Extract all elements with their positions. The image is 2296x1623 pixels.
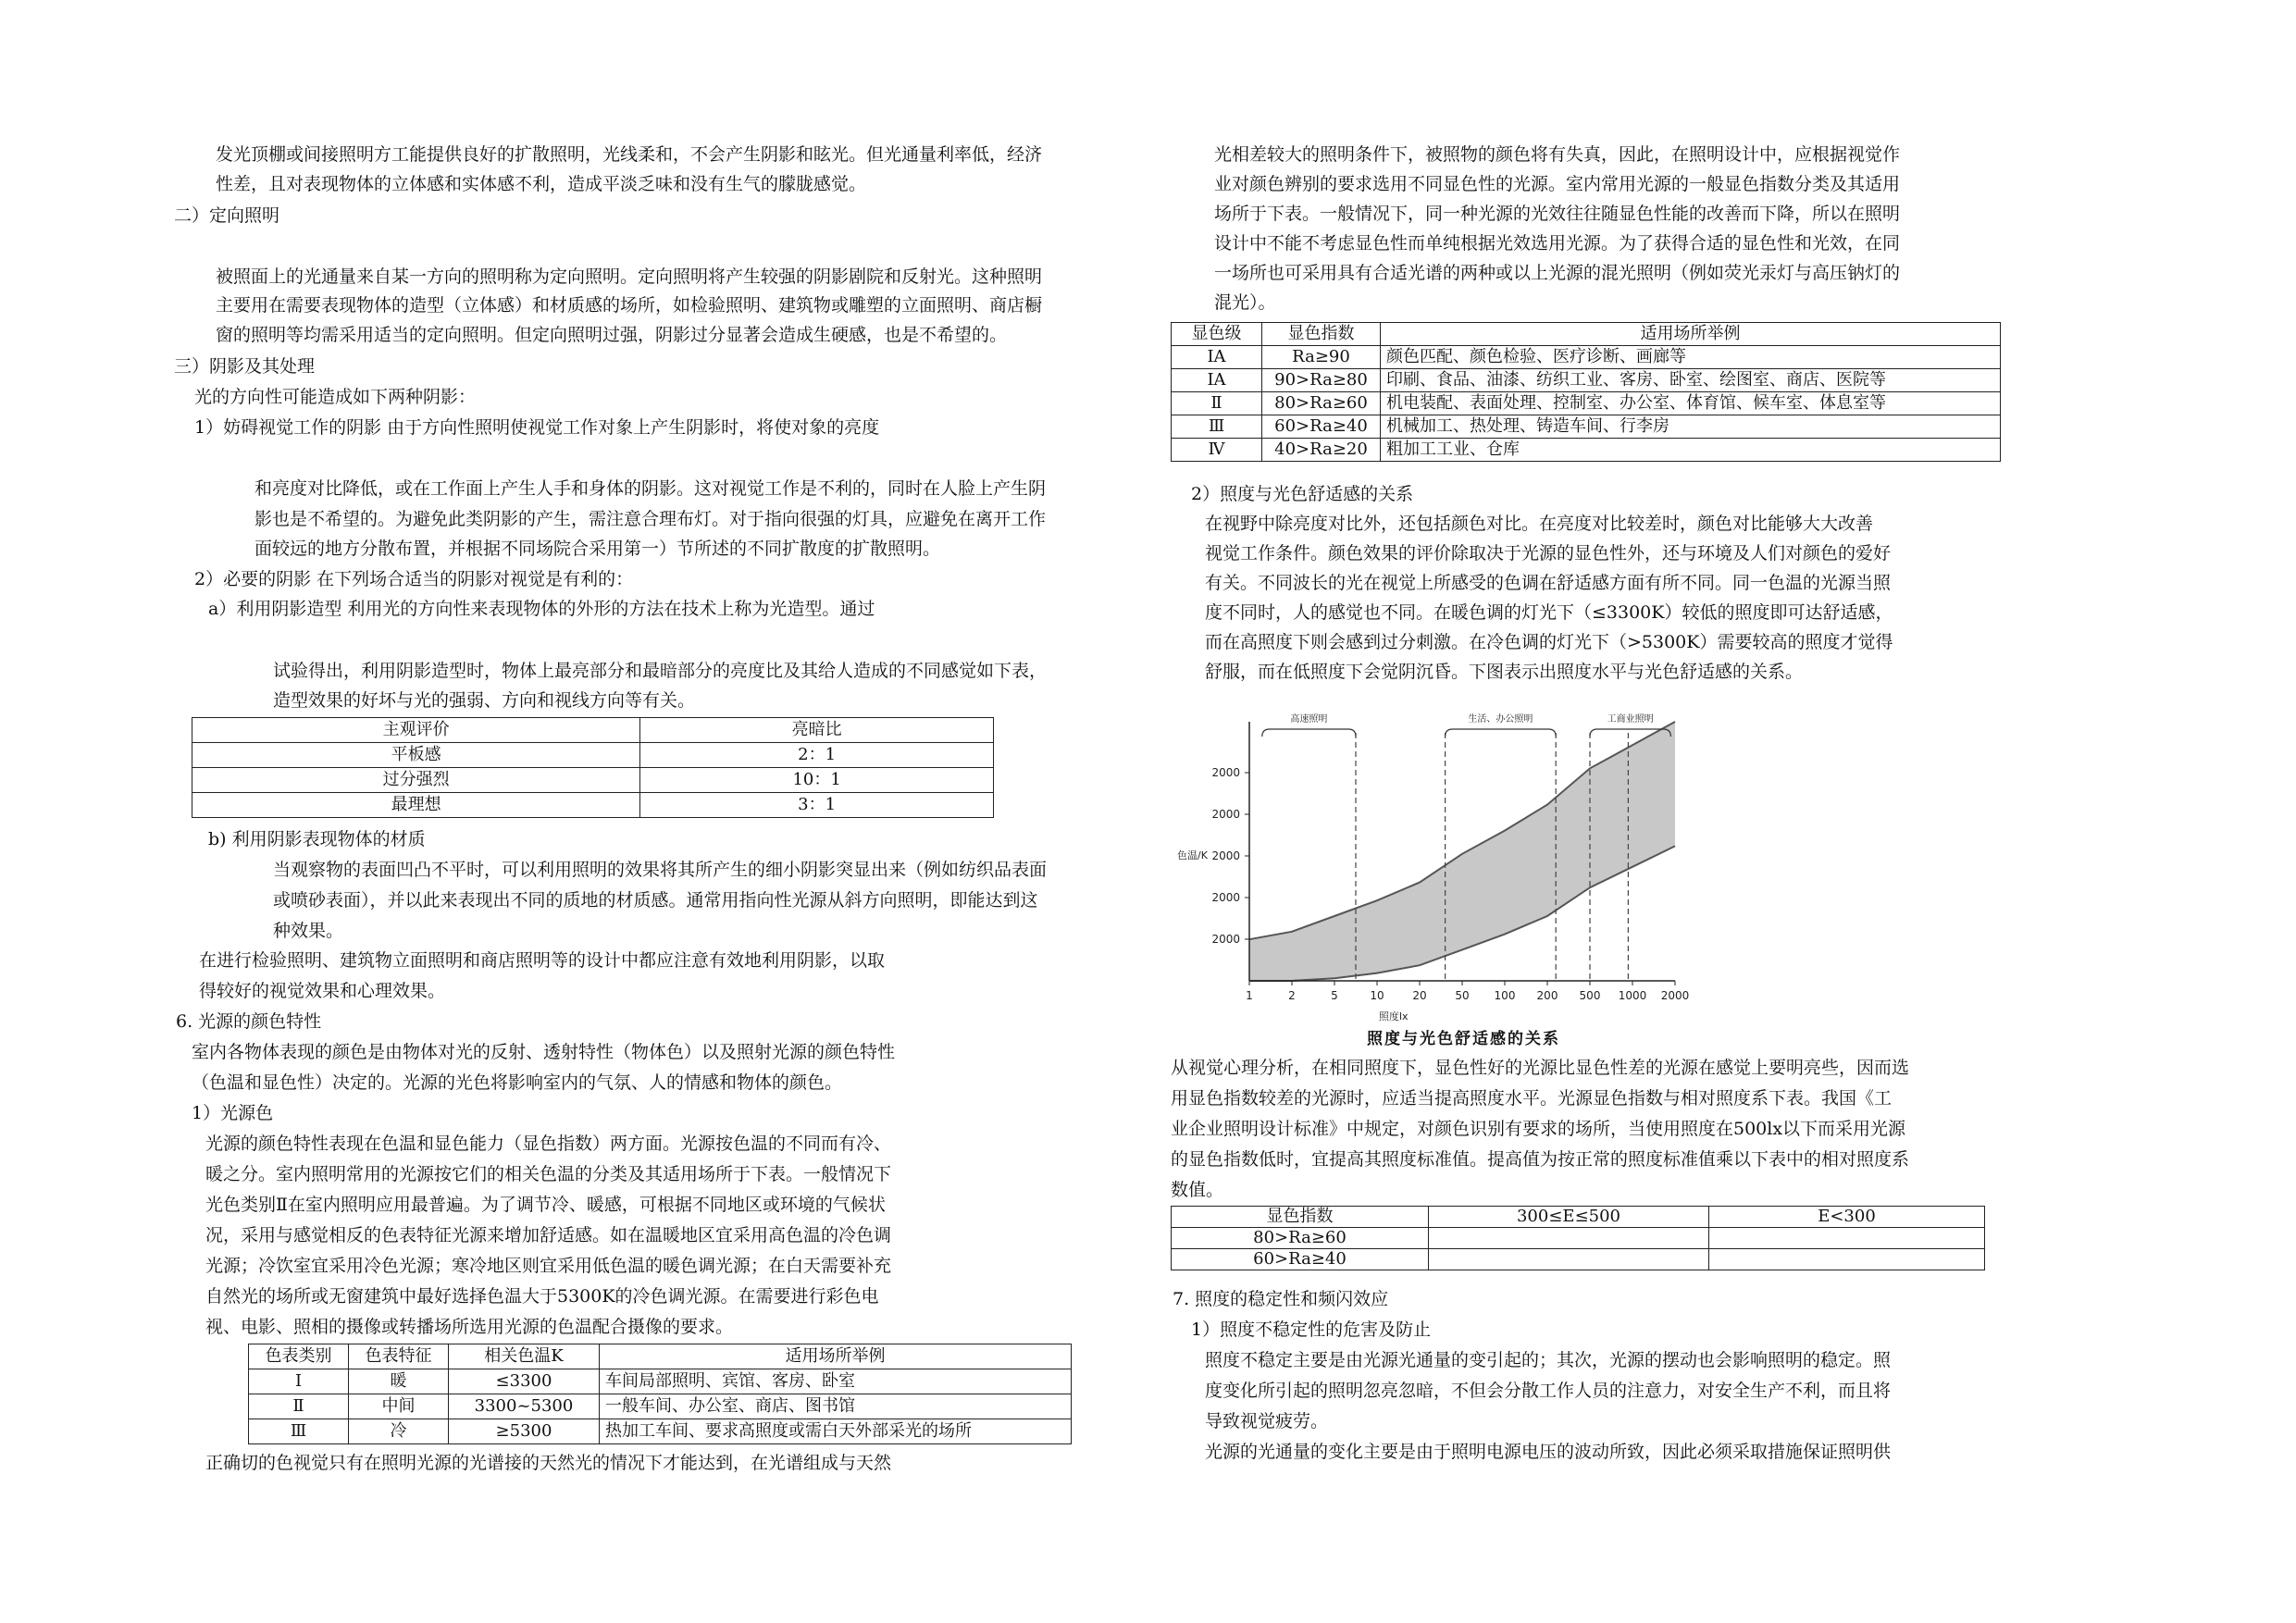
- table-cell: 最理想: [192, 793, 640, 818]
- paragraph-line: 得较好的视觉效果和心理效果。: [199, 981, 446, 1001]
- chart-plot-area: [1177, 712, 1689, 1022]
- x-tick-label: 5: [1331, 989, 1338, 1002]
- table-cell: 颜色匹配、颜色检验、医疗诊断、画廊等: [1381, 346, 2001, 369]
- paragraph-line: 设计中不能不考虑显色性而单纯根据光效选用光源。为了获得合适的显色性和光效，在同: [1214, 233, 1901, 254]
- table-header-cell: 适用场所举例: [1381, 323, 2001, 346]
- table-cell: Ⅱ: [1172, 392, 1262, 415]
- table-cell: [1709, 1228, 1985, 1249]
- table-cell: 热加工车间、要求高照度或需白天外部采光的场所: [600, 1419, 1072, 1444]
- table-header-cell: 显色级: [1172, 323, 1262, 346]
- table-header-row: [192, 718, 994, 743]
- table-cell: 平板感: [192, 743, 640, 768]
- band-bracket: [1262, 729, 1356, 737]
- table-cell: 车间局部照明、宾馆、客房、卧室: [600, 1369, 1072, 1394]
- paragraph-line: 在进行检验照明、建筑物立面照明和商店照明等的设计中都应注意有效地利用阴影，以取: [199, 950, 886, 971]
- paragraph-line: 一场所也可采用具有合适光谱的两种或以上光源的混光照明（例如荧光汞灯与高压钠灯的: [1214, 263, 1901, 283]
- table-cell: 60>Ra≥40: [1262, 415, 1381, 439]
- paragraph-line: 有关。不同波长的光在视觉上所感受的色调在舒适感方面有所不同。同一色温的光源当照: [1205, 573, 1892, 593]
- paragraph-line: 性差，且对表现物体的立体感和实体感不利，造成平淡乏味和没有生气的朦胧感觉。: [216, 174, 867, 194]
- table-header-row: [249, 1344, 1072, 1369]
- table-cell: 暖: [349, 1369, 449, 1394]
- table-header-cell: 主观评价: [192, 718, 640, 743]
- paragraph-line: 度变化所引起的照明忽亮忽暗，不但会分散工作人员的注意力，对安全生产不利，而且将: [1205, 1381, 1892, 1401]
- x-tick-label: 1: [1246, 989, 1253, 1002]
- section-heading: 7. 照度的稳定性和频闪效应: [1173, 1289, 1389, 1309]
- x-tick-label: 1000: [1618, 989, 1647, 1002]
- table-cell: 40>Ra≥20: [1262, 439, 1381, 462]
- paragraph-line: 业企业照明设计标准》中规定，对颜色识别有要求的场所，当使用照度在500lx以下而采用光源: [1171, 1119, 1906, 1139]
- x-tick-label: 50: [1455, 989, 1470, 1002]
- table-cell: Ra≥90: [1262, 346, 1381, 369]
- table-cell: 10：1: [640, 768, 994, 793]
- table-header-cell: E<300: [1709, 1207, 1985, 1228]
- paragraph-line: 的显色指数低时，宜提高其照度标准值。提高值为按正常的照度标准值乘以下表中的相对照度系: [1171, 1149, 1910, 1170]
- x-axis-label: 照度lx: [1379, 1010, 1409, 1022]
- table-header-cell: 亮暗比: [640, 718, 994, 743]
- table-cell: 90>Ra≥80: [1262, 369, 1381, 392]
- table-cell: Ⅳ: [1172, 439, 1262, 462]
- x-tick-label: 2000: [1660, 989, 1690, 1002]
- paragraph-line: 视觉工作条件。颜色效果的评价除取决于光源的显色性外，还与环境及人们对颜色的爱好: [1205, 543, 1892, 564]
- section-heading: 1）照度不稳定性的危害及防止: [1191, 1319, 1432, 1340]
- table-header-cell: 显色指数: [1172, 1207, 1429, 1228]
- x-tick-label: 500: [1579, 989, 1601, 1002]
- table-row: [1172, 1249, 1985, 1270]
- table-cell: 一般车间、办公室、商店、图书馆: [600, 1394, 1072, 1419]
- table-header-cell: 显色指数: [1262, 323, 1381, 346]
- table-cell: 冷: [349, 1419, 449, 1444]
- table-cell: 60>Ra≥40: [1172, 1249, 1429, 1270]
- paragraph-line: b) 利用阴影表现物体的材质: [208, 829, 426, 849]
- paragraph-line: 被照面上的光通量来自某一方向的照明称为定向照明。定向照明将产生较强的阴影剧院和反射光。这种照明: [216, 266, 1043, 287]
- table-row: [192, 743, 994, 768]
- table-cell: 粗加工工业、仓库: [1381, 439, 2001, 462]
- paragraph-line: 从视觉心理分析，在相同照度下，显色性好的光源比显色性差的光源在感觉上要明亮些，因而选: [1171, 1058, 1910, 1078]
- table-cell: Ⅲ: [1172, 415, 1262, 439]
- chart-caption: 照度与光色舒适感的关系: [1367, 1030, 1560, 1048]
- comfort-band-area: [1249, 722, 1675, 981]
- table-cell: [1709, 1249, 1985, 1270]
- paragraph-line: 种效果。: [273, 921, 344, 941]
- paragraph-line: 或喷砂表面），并以此来表现出不同的质地的材质感。通常用指向性光源从斜方向照明，即能达到这: [273, 890, 1038, 911]
- paragraph-line: 1）妨碍视觉工作的阴影 由于方向性照明使视觉工作对象上产生阴影时，将使对象的亮度: [194, 417, 880, 438]
- paragraph-line: 室内各物体表现的颜色是由物体对光的反射、透射特性（物体色）以及照射光源的颜色特性: [192, 1042, 896, 1062]
- y-tick-label: 2000: [1211, 849, 1240, 862]
- table-cell: Ⅰ: [249, 1369, 349, 1394]
- brightness-ratio-table: [192, 717, 994, 818]
- table-cell: 机械加工、热处理、铸造车间、行李房: [1381, 415, 2001, 439]
- table-header-row: [1172, 323, 2001, 346]
- paragraph-line: 混光）。: [1214, 292, 1276, 313]
- paragraph-line: 场所于下表。一般情况下，同一种光源的光效往往随显色性能的改善而下降，所以在照明: [1214, 204, 1901, 224]
- table-cell: ≥5300: [449, 1419, 600, 1444]
- x-tick-label: 10: [1370, 989, 1384, 1002]
- x-tick-label: 200: [1536, 989, 1558, 1002]
- paragraph-line: a）利用阴影造型 利用光的方向性来表现物体的外形的方法在技术上称为光造型。通过: [208, 599, 875, 619]
- table-row: [1172, 392, 2001, 415]
- table-cell: 2：1: [640, 743, 994, 768]
- band-bracket: [1446, 729, 1557, 737]
- paragraph-line: 正确切的色视觉只有在照明光源的光谱接的天然光的情况下才能达到，在光谱组成与天然: [205, 1453, 892, 1473]
- paragraph-line: 试验得出，利用阴影造型时，物体上最亮部分和最暗部分的亮度比及其给人造成的不同感觉如下表，: [273, 661, 1048, 681]
- table-cell: 3：1: [640, 793, 994, 818]
- paragraph-line: 光源；冷饮室宜采用冷色光源；寒冷地区则宜采用低色温的暖色调光源；在白天需要补充: [205, 1256, 892, 1276]
- relative-illuminance-table: [1171, 1206, 1985, 1270]
- table-row: [192, 793, 994, 818]
- paragraph-line: 暖之分。室内照明常用的光源按它们的相关色温的分类及其适用场所于下表。一般情况下: [205, 1164, 892, 1184]
- table-cell: 中间: [349, 1394, 449, 1419]
- table-row: [249, 1419, 1072, 1444]
- table-header-cell: 300≤E≤500: [1429, 1207, 1709, 1228]
- paragraph-line: 而在高照度下则会感到过分刺激。在冷色调的灯光下（>5300K）需要较高的照度才觉得: [1205, 632, 1893, 652]
- table-cell: [1429, 1228, 1709, 1249]
- table-header-row: [1172, 1207, 1985, 1228]
- y-tick-label: 2000: [1211, 891, 1240, 904]
- paragraph-line: 自然光的场所或无窗建筑中最好选择色温大于5300K的冷色调光源。在需要进行彩色电: [205, 1286, 879, 1307]
- section-heading: 6. 光源的颜色特性: [176, 1011, 322, 1032]
- x-tick-label: 20: [1412, 989, 1427, 1002]
- paragraph-line: 舒服，而在低照度下会觉阴沉昏。下图表示出照度水平与光色舒适感的关系。: [1205, 662, 1804, 682]
- paragraph-line: 造型效果的好坏与光的强弱、方向和视线方向等有关。: [273, 690, 696, 711]
- table-header-cell: 色表特征: [349, 1344, 449, 1369]
- table-row: [249, 1394, 1072, 1419]
- y-axis-label: 色温/K: [1177, 849, 1208, 861]
- section-heading: 三）阴影及其处理: [174, 356, 316, 377]
- table-cell: Ⅲ: [249, 1419, 349, 1444]
- paragraph-line: 光源的光通量的变化主要是由于照明电源电压的波动所致，因此必须采取措施保证照明供: [1205, 1442, 1892, 1462]
- paragraph-line: 用显色指数较差的光源时，应适当提高照度水平。光源显色指数与相对照度系下表。我国《工: [1171, 1088, 1893, 1109]
- paragraph-line: 主要用在需要表现物体的造型（立体感）和材质感的场所，如检验照明、建筑物或雕塑的立面照明、商店橱: [216, 295, 1043, 316]
- table-row: [1172, 369, 2001, 392]
- table-cell: ⅠA: [1172, 369, 1262, 392]
- x-tick-label: 100: [1494, 989, 1516, 1002]
- table-row: [192, 768, 994, 793]
- illuminance-comfort-chart: [1166, 703, 1703, 1050]
- table-row: [249, 1369, 1072, 1394]
- paragraph-line: 业对颜色辨别的要求选用不同显色性的光源。室内常用光源的一般显色指数分类及其适用: [1214, 174, 1901, 194]
- band-label: 高速照明: [1290, 714, 1328, 725]
- paragraph-line: 光源的颜色特性表现在色温和显色能力（显色指数）两方面。光源按色温的不同而有冷、: [205, 1134, 892, 1154]
- table-row: [1172, 439, 2001, 462]
- x-tick-label: 2: [1288, 989, 1296, 1002]
- table-header-cell: 色表类别: [249, 1344, 349, 1369]
- table-cell: 3300~5300: [449, 1394, 600, 1419]
- paragraph-line: 照度不稳定主要是由光源光通量的变引起的；其次，光源的摆动也会影响照明的稳定。照: [1205, 1350, 1892, 1370]
- paragraph-line: 在视野中除亮度对比外，还包括颜色对比。在亮度对比较差时，颜色对比能够大大改善: [1205, 514, 1874, 534]
- paragraph-line: 况，采用与感觉相反的色表特征光源来增加舒适感。如在温暖地区宜采用高色温的冷色调: [205, 1225, 892, 1245]
- paragraph-line: 导致视觉疲劳。: [1205, 1411, 1329, 1431]
- table-cell: 80>Ra≥60: [1172, 1228, 1429, 1249]
- table-cell: ≤3300: [449, 1369, 600, 1394]
- band-label: 生活、办公照明: [1468, 714, 1533, 725]
- table-header-cell: 相关色温K: [449, 1344, 600, 1369]
- paragraph-line: （色温和显色性）决定的。光源的光色将影响室内的气氛、人的情感和物体的颜色。: [192, 1072, 843, 1093]
- section-heading: 2）照度与光色舒适感的关系: [1191, 484, 1414, 504]
- paragraph-line: 度不同时，人的感觉也不同。在暖色调的灯光下（≤3300K）较低的照度即可达舒适感，: [1205, 602, 1893, 623]
- paragraph-line: 视、电影、照相的摄像或转播场所选用光源的色温配合摄像的要求。: [205, 1317, 734, 1337]
- y-tick-label: 2000: [1211, 933, 1240, 946]
- table-row: [1172, 346, 2001, 369]
- paragraph-line: 光相差较大的照明条件下，被照物的颜色将有失真，因此，在照明设计中，应根据视觉作: [1214, 144, 1901, 165]
- color-rendering-index-table: [1171, 322, 2001, 462]
- y-tick-label: 2000: [1211, 766, 1240, 779]
- paragraph-line: 发光顶棚或间接照明方工能提供良好的扩散照明，光线柔和，不会产生阴影和眩光。但光通量利率低，经济: [216, 144, 1043, 165]
- paragraph-line: 和亮度对比降低，或在工作面上产生人手和身体的阴影。这对视觉工作是不利的，同时在人脸上产生阴: [254, 478, 1047, 499]
- paragraph-line: 2）必要的阴影 在下列场合适当的阴影对视觉是有利的：: [194, 569, 634, 589]
- table-cell: [1429, 1249, 1709, 1270]
- table-cell: 印刷、食品、油漆、纺织工业、客房、卧室、绘图室、商店、医院等: [1381, 369, 2001, 392]
- table-cell: 过分强烈: [192, 768, 640, 793]
- table-cell: 机电装配、表面处理、控制室、办公室、体育馆、候车室、体息室等: [1381, 392, 2001, 415]
- paragraph-line: 数值。: [1171, 1180, 1224, 1200]
- paragraph-line: 影也是不希望的。为避免此类阴影的产生，需注意合理布灯。对于指向很强的灯具，应避免在离开工作: [254, 509, 1047, 529]
- table-cell: Ⅱ: [249, 1394, 349, 1419]
- paragraph-line: 面较远的地方分散布置，并根据不同场院合采用第一）节所述的不同扩散度的扩散照明。: [254, 539, 941, 559]
- paragraph-line: 光色类别Ⅱ在室内照明应用最普遍。为了调节冷、暖感，可根据不同地区或环境的气候状: [205, 1195, 886, 1215]
- table-cell: 80>Ra≥60: [1262, 392, 1381, 415]
- paragraph-line: 当观察物的表面凹凸不平时，可以利用照明的效果将其所产生的细小阴影突显出来（例如纺织品表面: [273, 860, 1048, 880]
- table-row: [1172, 415, 2001, 439]
- band-label: 工商业照明: [1607, 714, 1654, 725]
- section-heading: 二）定向照明: [174, 205, 280, 226]
- paragraph-line: 窗的照明等均需采用适当的定向照明。但定向照明过强，阴影过分显著会造成生硬感，也是不希望的。: [216, 325, 1008, 345]
- paragraph-line: 光的方向性可能造成如下两种阴影：: [194, 387, 477, 407]
- color-temperature-table: [248, 1344, 1072, 1444]
- table-cell: ⅠA: [1172, 346, 1262, 369]
- section-heading: 1）光源色: [192, 1103, 274, 1123]
- table-header-cell: 适用场所举例: [600, 1344, 1072, 1369]
- table-row: [1172, 1228, 1985, 1249]
- y-tick-label: 2000: [1211, 808, 1240, 821]
